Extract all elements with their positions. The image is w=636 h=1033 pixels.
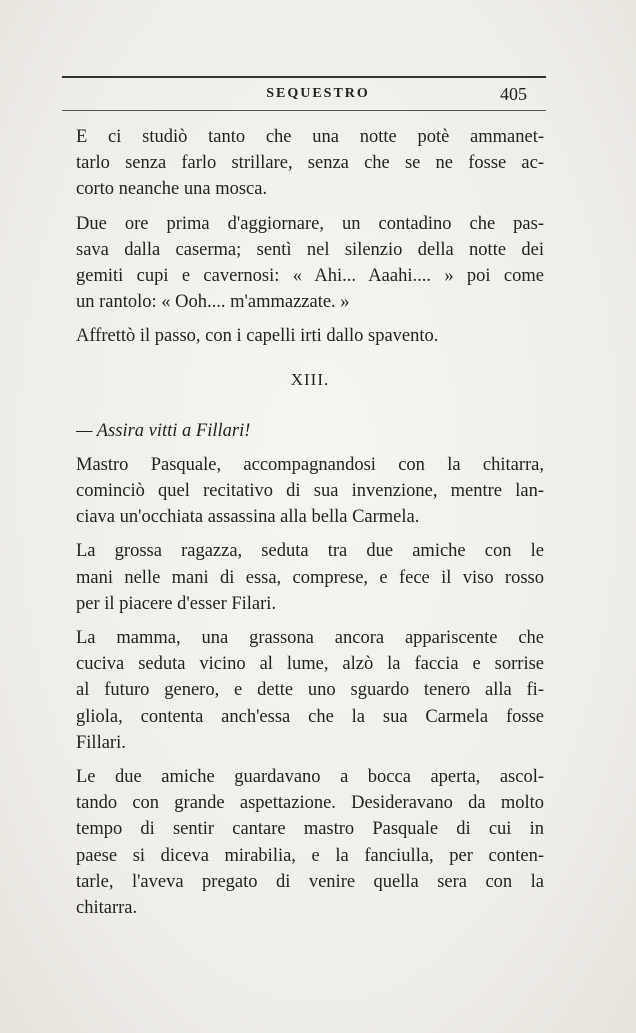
text-line: gemiti cupi e cavernosi: « Ahi... Aaahi.... » poi come [76,266,544,287]
paragraph [76,323,544,349]
paragraph [76,538,544,617]
text-line: cominciò quel recitativo di sua invenzione, mentre lan- [76,481,544,502]
text-line: al futuro genero, e dette uno sguardo tenero alla fi- [76,680,544,701]
text-line: paese si diceva mirabilia, e la fanciulla, per conten- [76,845,544,866]
paragraph-gap [76,203,544,211]
page-number: 405 [500,84,527,104]
paragraph [76,452,544,531]
text-line: sava dalla caserma; sentì nel silenzio della notte dei [76,239,544,260]
text-line: E ci studiò tanto che una notte potè ammanet- [76,127,544,147]
text-line: — Assira vitti a Fillari! [76,420,251,441]
paragraph [76,625,544,756]
paragraph [76,418,544,444]
text-line: un rantolo: « Ooh.... m'ammazzate. » [76,292,350,313]
header-rule-top [62,76,546,78]
paragraph-gap [76,315,544,323]
text-line: per il piacere d'esser Filari. [76,593,277,614]
text-block-top [76,124,544,350]
paragraph [76,124,544,203]
paragraph-gap [76,530,544,538]
text-line: Mastro Pasquale, accompagnandosi con la chitarra, [76,454,544,475]
text-line: gliola, contenta anch'essa che la sua Carmela fosse [76,706,544,727]
text-line: corto neanche una mosca. [76,179,268,200]
paragraph [76,211,544,316]
chapter-heading: XIII. [290,369,330,389]
text-line: Fillari. [76,732,126,753]
running-header-title: SEQUESTRO [266,86,370,101]
text-line: La grossa ragazza, seduta tra due amiche con le [76,541,544,562]
header-rule-bottom [62,110,546,111]
text-line: tarle, l'aveva pregato di venire quella sera con la [76,871,544,892]
text-line: La mamma, una grassona ancora appariscente che [76,628,544,649]
paragraph-gap [76,617,544,625]
text-line: cuciva seduta vicino al lume, alzò la faccia e sorrise [76,654,544,675]
text-line: Le due amiche guardavano a bocca aperta, ascol- [76,767,544,788]
text-line: chitarra. [76,898,138,919]
page-body [76,124,544,921]
text-block-bottom [76,418,544,922]
text-line: Due ore prima d'aggiornare, un contadino che pas- [76,213,544,234]
text-line: tarlo senza farlo strillare, senza che se ne fosse ac- [76,153,544,174]
paragraph-gap [76,756,544,764]
paragraph [76,764,544,921]
text-line: ciava un'occhiata assassina alla bella Carmela. [76,507,420,528]
text-line: tando con grande aspettazione. Desideravano da molto [76,793,544,814]
text-line: tempo di sentir cantare mastro Pasquale di cui in [76,819,544,840]
paragraph-gap [76,444,544,452]
text-line: Affrettò il passo, con i capelli irti dallo spavento. [76,326,439,347]
text-line: mani nelle mani di essa, comprese, e fece il viso rosso [76,567,544,588]
